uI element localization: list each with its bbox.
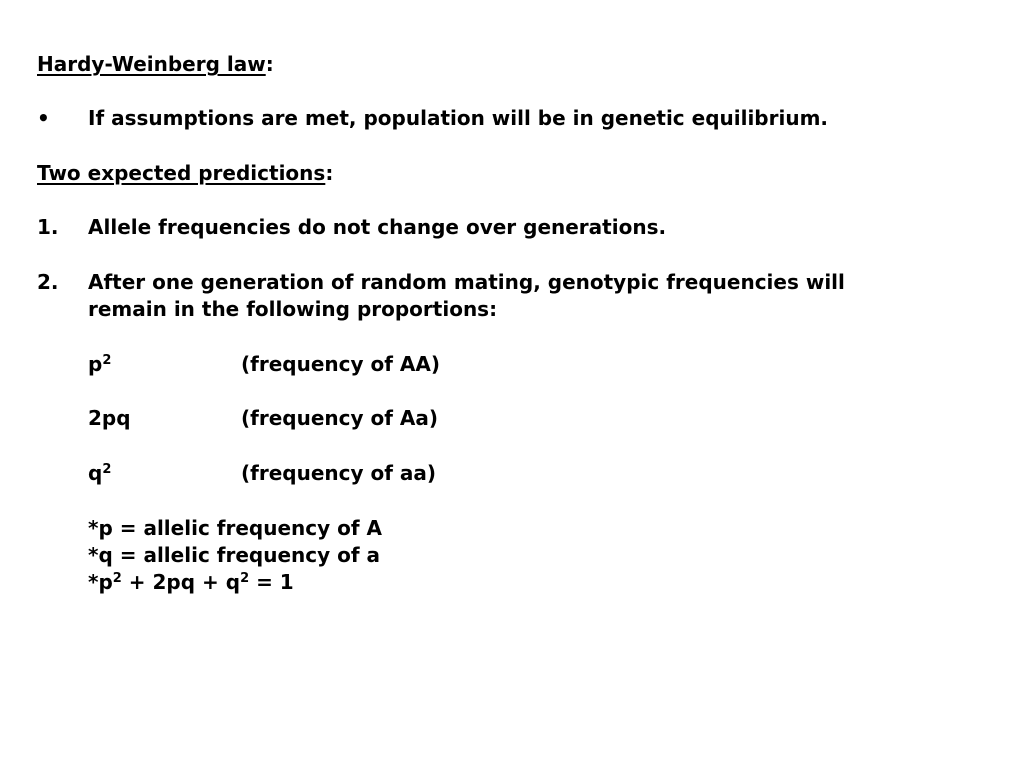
prediction-number: 1.	[37, 215, 59, 239]
heading-colon: :	[325, 161, 334, 185]
proportion-label: (frequency of aa)	[241, 461, 437, 485]
bullet-marker: •	[37, 106, 50, 130]
proportion-label: (frequency of Aa)	[241, 406, 439, 430]
proportion-formula: $p^2$	[88, 352, 112, 376]
heading-predictions	[37, 161, 333, 185]
proportion-formula: 2pq	[88, 406, 131, 430]
proportion-label: (frequency of AA)	[241, 352, 440, 376]
proportion-formula: $q^2$	[88, 461, 112, 485]
heading-colon: :	[265, 52, 274, 76]
note-text: *q = allelic frequency of a	[88, 543, 381, 567]
note-q-definition	[88, 543, 380, 567]
note-p-definition	[88, 516, 382, 540]
prediction-text: remain in the following proportions:	[88, 297, 498, 321]
prediction-text: Allele frequencies do not change over generations.	[88, 215, 667, 239]
prediction-text: After one generation of random mating, genotypic frequencies will	[88, 270, 845, 294]
heading-hardy-weinberg	[37, 52, 274, 76]
heading-predictions-text: Two expected predictions	[37, 161, 326, 185]
note-text: *p = allelic frequency of A	[88, 516, 382, 540]
note-equation: $*p^2 + 2pq + q^2 = 1$	[88, 570, 294, 594]
prediction-item-2-continued	[88, 297, 497, 321]
heading-hardy-weinberg-text: Hardy-Weinberg law	[37, 52, 266, 76]
prediction-number: 2.	[37, 270, 59, 294]
bullet-text: If assumptions are met, population will be in genetic equilibrium.	[88, 106, 829, 130]
